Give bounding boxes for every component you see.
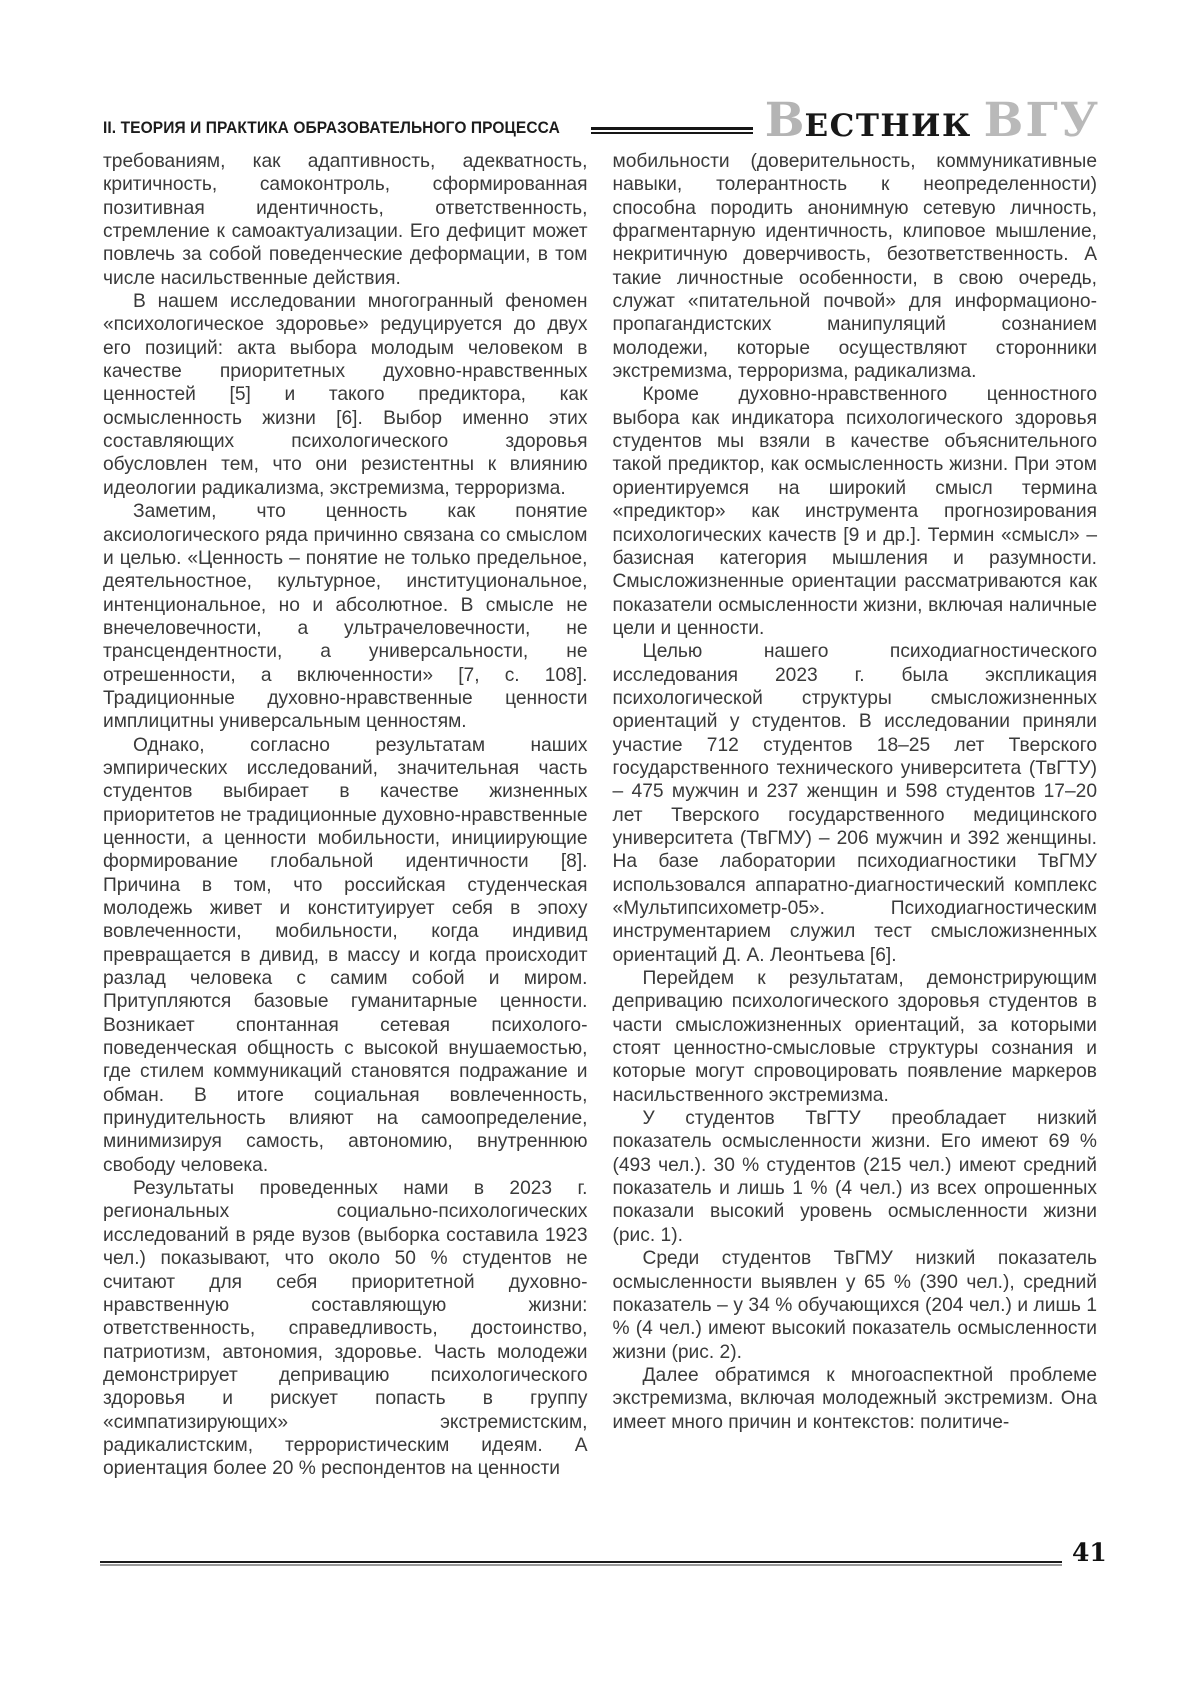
journal-logo-name: ЕСТНИК — [804, 108, 972, 144]
paragraph: У студентов ТвГТУ преобладает низкий показатель осмысленности жизни. Его имеют 69 % (493 чел.). 30 % студентов (215 чел.) имеют средний показатель и лишь 1 % (4 чел.) из всех опрошенных показали высокий уровень осмысленности жизни (рис. 1). — [612, 1108, 1097, 1246]
left-column — [103, 150, 588, 1481]
footer-rule — [100, 1561, 1062, 1566]
article-body — [103, 150, 1097, 1481]
footer-rule-dark-line — [100, 1561, 1062, 1563]
journal-logo-abbreviation: ВГУ — [983, 93, 1100, 148]
page-number: 41 — [1072, 1538, 1107, 1567]
paragraph: Заметим, что ценность как понятие аксиологического ряда причинно связана со смыслом и целью. «Ценность – понятие не только предельное, деятельностное, культурное, институциональное, интенциональное, но и абсолютное. В смысле не внечеловечности, а ультрачеловечности, не трансцендентности, а универсальности, не отрешенности, а включенности» [7, с. 108]. Традиционные духовно-нравственные ценности имплицитны универсальным ценностям. — [103, 501, 588, 733]
paragraph: Далее обратимся к многоаспектной проблеме экстремизма, включая молодежный экстремизм. Она имеет много причин и контекстов: политиче- — [612, 1364, 1097, 1433]
journal-logo-initial: В — [764, 93, 805, 148]
paragraph: Среди студентов ТвГМУ низкий показатель осмысленности выявлен у 65 % (390 чел.), средний показатель – у 34 % обучающихся (204 чел.) и лишь 1 % (4 чел.) имеют высокий показатель осмысленности жизни (рис. 2). — [612, 1248, 1097, 1363]
journal-logo — [764, 93, 1100, 148]
paragraph: Целью нашего психодиагностического исследования 2023 г. была экспликация психологической структуры смысложизненных ориентаций у студентов. В исследовании приняли участие 712 студентов 18–25 лет Тверского государственного технического университета (ТвГТУ) – 475 мужчин и 237 женщин и 598 студентов 17–20 лет Тверского государственного медицинского университета (ТвГМУ) – 206 мужчин и 392 женщины. На базе лаборатории психодиагностики ТвГМУ использовался аппаратно-диагностический комплекс «Мультипсихометр-05». Психодиагностическим инструментарием служил тест смысложизненных ориентаций Д. А. Леонтьева [6]. — [612, 641, 1097, 966]
paragraph: Однако, согласно результатам наших эмпирических исследований, значительная часть студентов выбирает в качестве жизненных приоритетов не традиционные духовно-нравственные ценности, а ценности мобильности, инициирующие формирование глобальной идентичности [8]. Причина в том, что российская студенческая молодежь живет и конституирует себя в эпоху вовлеченности, мобильности, когда индивид превращается в дивид, в массу и когда происходит разлад человека с самим собой и миром. Притупляются базовые гуманитарные ценности. Возникает спонтанная сетевая психолого-поведенческая общность с высокой внушаемостью, где стилем коммуникаций становятся подражание и обман. В итоге социальная вовлеченность, принудительность влияют на самоопределение, минимизируя самость, автономию, внутреннюю свободу человека. — [103, 734, 588, 1176]
paragraph: мобильности (доверительность, коммуникативные навыки, толерантность к неопределенности) способна породить анонимную сетевую личность, фрагментарную идентичность, клиповое мышление, некритичную доверчивость, безответственность. А такие личностные особенности, в свою очередь, служат «питательной почвой» для информационо-пропагандистских манипуляций сознанием молодежи, которые осуществляют сторонники экстремизма, терроризма, радикализма. — [612, 151, 1097, 383]
paragraph: Кроме духовно-нравственного ценностного выбора как индикатора психологического здоровья студентов мы взяли в качестве объяснительного такой предиктор, как осмысленность жизни. При этом ориентируемся на широкий смысл термина «предиктор» как инструмента прогнозирования психологических качеств [9 и др.]. Термин «смысл» – базисная категория мышления и разумности. Смысложизненные ориентации рассматриваются как показатели осмысленности жизни, включая наличные цели и ценности. — [612, 384, 1097, 639]
paragraph: В нашем исследовании многогранный феномен «психологическое здоровье» редуцируется до двух его позиций: акта выбора молодым человеком в качестве приоритетных духовно-нравственных ценностей [5] и такого предиктора, как осмысленность жизни [6]. Выбор именно этих составляющих психологического здоровья обусловлен тем, что они резистентны к влиянию идеологии радикализма, экстремизма, терроризма. — [103, 291, 588, 499]
right-column — [613, 150, 1098, 1481]
paragraph: Перейдем к результатам, демонстрирующим депривацию психологического здоровья студентов в части смысложизненных ориентаций, за которыми стоят ценностно-смысловые структуры сознания и которые могут спровоцировать появление маркеров насильственного экстремизма. — [612, 968, 1097, 1106]
header-rule — [591, 127, 753, 134]
paragraph: Результаты проведенных нами в 2023 г. региональных социально-психологических исследований в ряде вузов (выборка составила 1923 чел.) показывают, что около 50 % студентов не считают для себя приоритетной духовно-нравственную составляющую жизни: ответственность, справедливость, достоинство, патриотизм, автономия, здоровье. Часть молодежи демонстрирует депривацию психологического здоровья и рискует попасть в группу «симпатизирующих» экстремистским, радикалистским, террористическим идеям. А ориентация более 20 % респондентов на ценности — [103, 1178, 588, 1480]
paragraph: требованиям, как адаптивность, адекватность, критичность, самоконтроль, сформированная позитивная идентичность, ответственность, стремление к самоактуализации. Его дефицит может повлечь за собой поведенческие деформации, в том числе насильственные действия. — [103, 151, 588, 289]
section-running-title: II. ТЕОРИЯ И ПРАКТИКА ОБРАЗОВАТЕЛЬНОГО ПРОЦЕССА — [103, 119, 560, 137]
footer-rule-light-line — [100, 1564, 1062, 1566]
page-header — [103, 92, 1100, 148]
